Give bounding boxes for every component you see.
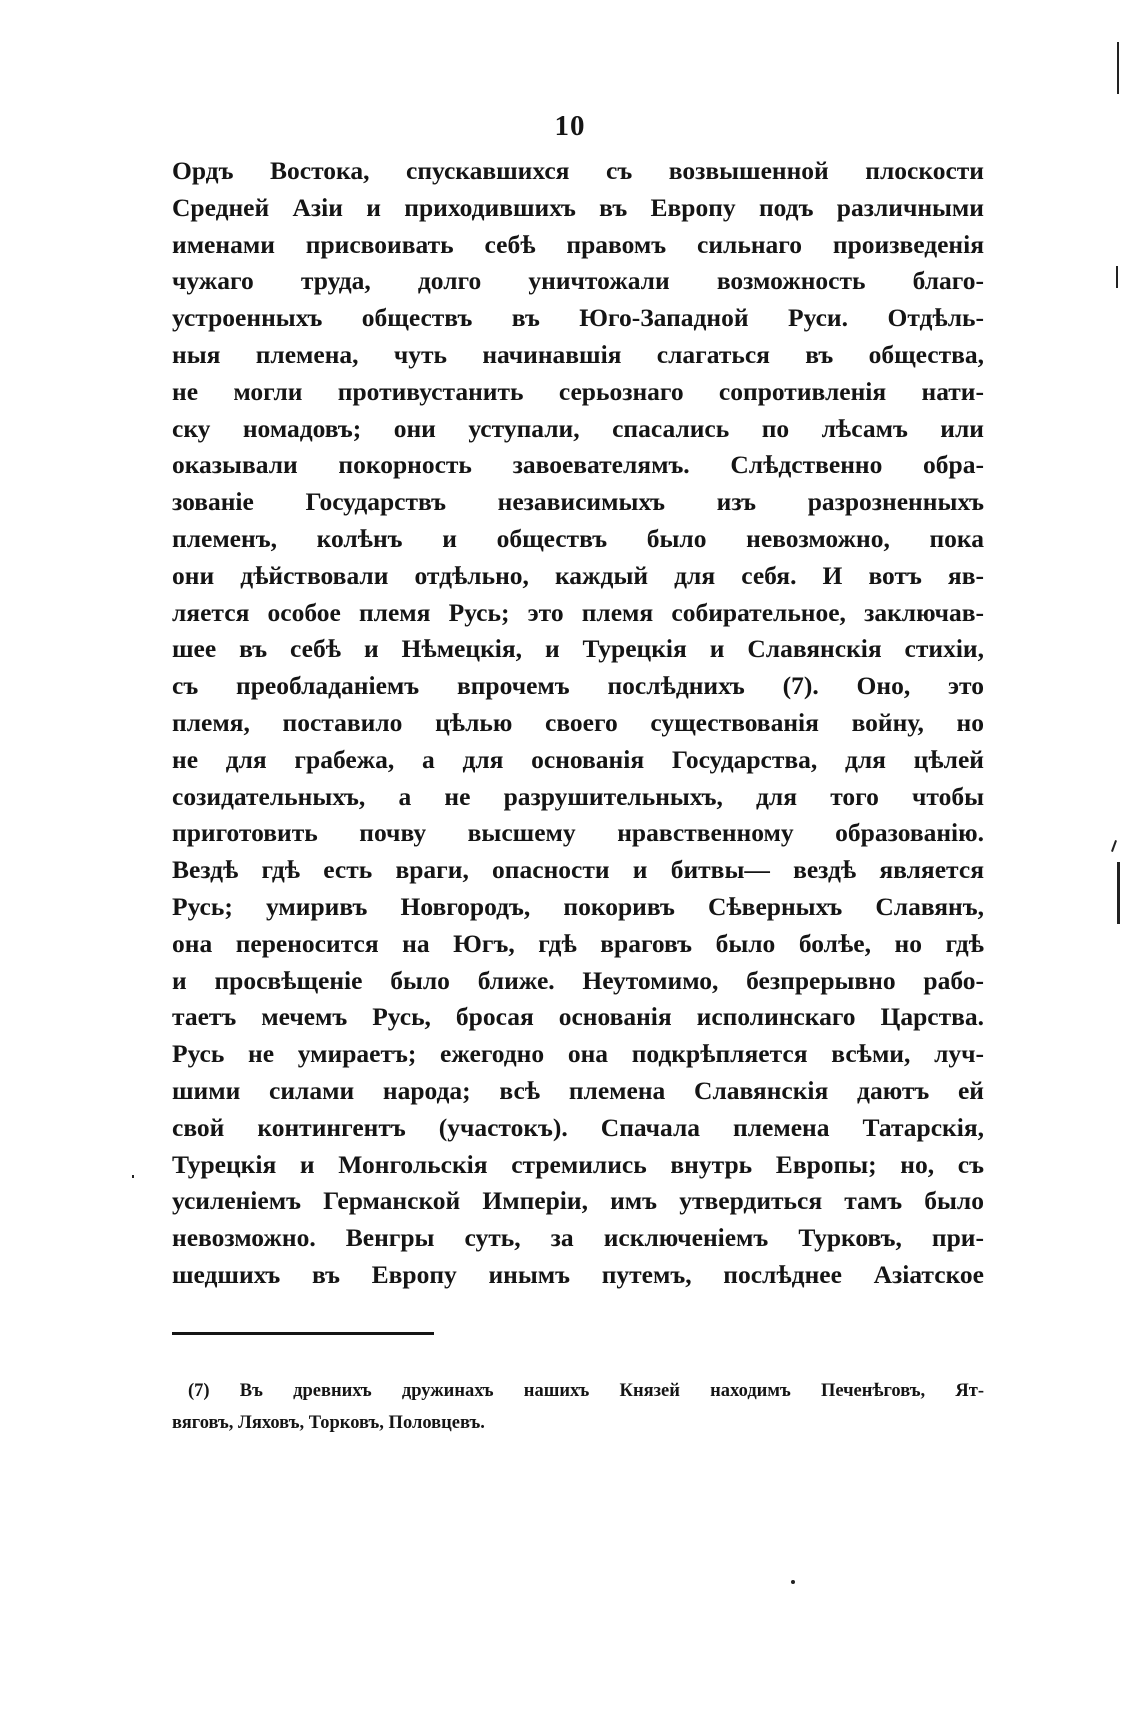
page-number: 10 — [554, 110, 586, 142]
text-line: усиленіемъ Германской Имперіи, имъ утвердиться тамъ было — [172, 1186, 984, 1216]
text-line: зованіе Государствъ независимыхъ изъ разрозненныхъ — [172, 487, 984, 517]
text-line: ныя племена, чуть начинавшія слагаться въ общества, — [172, 339, 984, 369]
text-line: шедшихъ въ Европу инымъ путемъ, послѣднее Азіатское — [172, 1259, 984, 1289]
text-line: приготовить почву высшему нравственному образованію. — [172, 818, 984, 848]
text-line: и просвѣщеніе было ближе. Неутомимо, безпрерывно рабо- — [172, 965, 984, 995]
footnote-line: вяговъ, Ляховъ, Торковъ, Половцевъ. — [172, 1413, 485, 1433]
text-line: не для грабежа, а для основанія Государства, для цѣлей — [172, 744, 984, 774]
text-line: племя, поставило цѣлью своего существованія войну, но — [172, 707, 984, 737]
scan-mark — [132, 1175, 134, 1178]
text-line: чужаго труда, долго уничтожали возможность благо- — [172, 266, 984, 296]
scan-mark — [791, 1580, 795, 1584]
text-line: созидательныхъ, а не разрушительныхъ, для того чтобы — [172, 781, 984, 811]
text-line: съ преобладаніемъ впрочемъ послѣднихъ (7). Оно, это — [172, 671, 984, 701]
text-line: племенъ, колѣнъ и обществъ было невозможно, пока — [172, 523, 984, 553]
text-line: Ордъ Востока, спускавшихся съ возвышенной плоскости — [172, 156, 984, 185]
footnote — [172, 1375, 984, 1439]
text-line: невозможно. Венгры суть, за исключеніемъ Турковъ, при- — [172, 1223, 984, 1253]
scan-mark — [1117, 42, 1119, 94]
text-line: ску номадовъ; они уступали, спасались по лѣсамъ или — [172, 413, 984, 443]
scan-mark — [1116, 266, 1118, 288]
footnote-divider — [172, 1332, 434, 1335]
text-line: Русь; умиривъ Новгородъ, покоривъ Сѣверныхъ Славянъ, — [172, 891, 984, 921]
text-line: таетъ мечемъ Русь, бросая основанія исполинскаго Царства. — [172, 1002, 984, 1032]
text-line: они дѣйствовали отдѣльно, каждый для себя. И вотъ яв- — [172, 560, 984, 590]
text-line: именами присвоивать себѣ правомъ сильнаго произведенія — [172, 229, 984, 259]
scan-mark — [1117, 862, 1120, 924]
body-text — [172, 153, 984, 1294]
footnote-line: (7) Въ древнихъ дружинахъ нашихъ Князей находимъ Печенѣговъ, Ят- — [188, 1381, 984, 1401]
text-line: ляется особое племя Русь; это племя собирательное, заключав- — [172, 597, 984, 627]
text-line: Средней Азіи и приходившихъ въ Европу подъ различными — [172, 192, 984, 222]
scan-mark — [1111, 840, 1117, 852]
text-line: свой контингентъ (участокъ). Спачала племена Татарскія, — [172, 1112, 984, 1142]
text-line: Турецкія и Монгольскія стремились внутрь Европы; но, съ — [172, 1149, 984, 1179]
text-line: шими силами народа; всѣ племена Славянскія даютъ ей — [172, 1075, 984, 1105]
text-line: не могли противустанить серьознаго сопротивленія нати- — [172, 376, 984, 406]
text-line: Вездѣ гдѣ есть враги, опасности и битвы— вездѣ является — [172, 855, 984, 885]
text-line: оказывали покорность завоевателямъ. Слѣдственно обра- — [172, 450, 984, 480]
text-line: Русь не умираетъ; ежегодно она подкрѣпляется всѣми, луч- — [172, 1039, 984, 1069]
text-line: она переносится на Югъ, гдѣ враговъ было болѣе, но гдѣ — [172, 928, 984, 958]
text-line: устроенныхъ обществъ въ Юго-Западной Руси. Отдѣль- — [172, 303, 984, 333]
text-line: шее въ себѣ и Нѣмецкія, и Турецкія и Славянскія стихіи, — [172, 634, 984, 664]
